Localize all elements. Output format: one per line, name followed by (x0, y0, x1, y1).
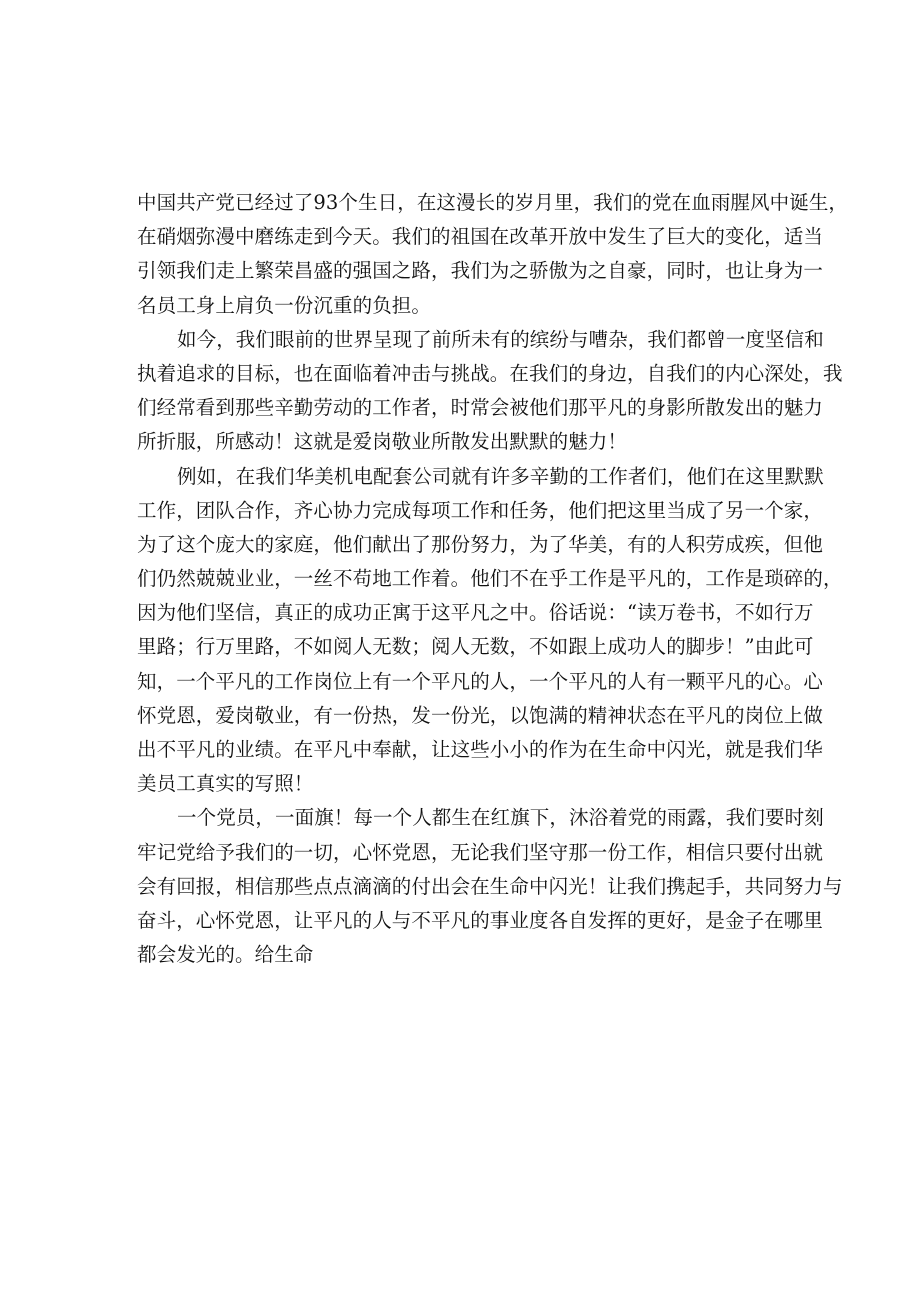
text-line: 们经常看到那些辛勤劳动的工作者，时常会被他们那平凡的身影所散发出的魅力 (137, 396, 824, 420)
text-line: 执着追求的目标，也在面临着冲击与挑战。在我们的身边，自我们的内心深处，我 (137, 361, 843, 385)
text-line: 为了这个庞大的家庭，他们献出了那份努力，为了华美，有的人积劳成疾，但他 (137, 532, 824, 556)
text-line: 在硝烟弥漫中磨练走到今天。我们的祖国在改革开放中发生了巨大的变化，适当 (137, 225, 824, 249)
text-line: 名员工身上肩负一份沉重的负担。 (137, 293, 432, 317)
text-line: 知，一个平凡的工作岗位上有一个平凡的人，一个平凡的人有一颗平凡的心。心 (137, 669, 824, 693)
text-line: 牢记党给予我们的一切，心怀党恩，无论我们坚守那一份工作，相信只要付出就 (137, 840, 824, 864)
text-line: 奋斗，心怀党恩，让平凡的人与不平凡的事业度各自发挥的更好，是金子在哪里 (137, 908, 824, 932)
text-line: 中国共产党已经过了93个生日，在这漫长的岁月里，我们的党在血雨腥风中诞生， (137, 191, 849, 214)
text-line: 因为他们坚信，真正的成功正寓于这平凡之中。俗话说：“读万卷书，不如行万 (137, 601, 814, 625)
text-line: 工作，团队合作，齐心协力完成每项工作和任务，他们把这里当成了另一个家， (137, 498, 824, 522)
text-line: 会有回报，相信那些点点滴滴的付出会在生命中闪光！让我们携起手，共同努力与 (137, 874, 843, 898)
text-line: 都会发光的。给生命 (137, 943, 314, 967)
text-line: 怀党恩，爱岗敬业，有一份热，发一份光，以饱满的精神状态在平凡的岗位上做 (137, 703, 824, 727)
paragraph-first-line: 如今，我们眼前的世界呈现了前所未有的缤纷与嘈杂，我们都曾一度坚信和 (177, 327, 824, 351)
text-line: 里路；行万里路，不如阅人无数；阅人无数，不如跟上成功人的脚步！”由此可 (137, 635, 814, 659)
text-line: 美员工真实的写照！ (137, 772, 314, 796)
text-line: 们仍然兢兢业业，一丝不苟地工作着。他们不在乎工作是平凡的，工作是琐碎的， (137, 567, 843, 591)
text-line: 所折服，所感动！这就是爱岗敬业所散发出默默的魅力！ (137, 430, 628, 454)
article-body (137, 186, 849, 972)
text-line: 引领我们走上繁荣昌盛的强国之路，我们为之骄傲为之自豪，同时，也让身为一 (137, 259, 824, 283)
paragraph-first-line: 例如，在我们华美机电配套公司就有许多辛勤的工作者们，他们在这里默默 (177, 464, 824, 488)
paragraph-first-line: 一个党员，一面旗！每一个人都生在红旗下，沐浴着党的雨露，我们要时刻 (177, 806, 824, 830)
text-line: 出不平凡的业绩。在平凡中奉献，让这些小小的作为在生命中闪光，就是我们华 (137, 738, 824, 761)
